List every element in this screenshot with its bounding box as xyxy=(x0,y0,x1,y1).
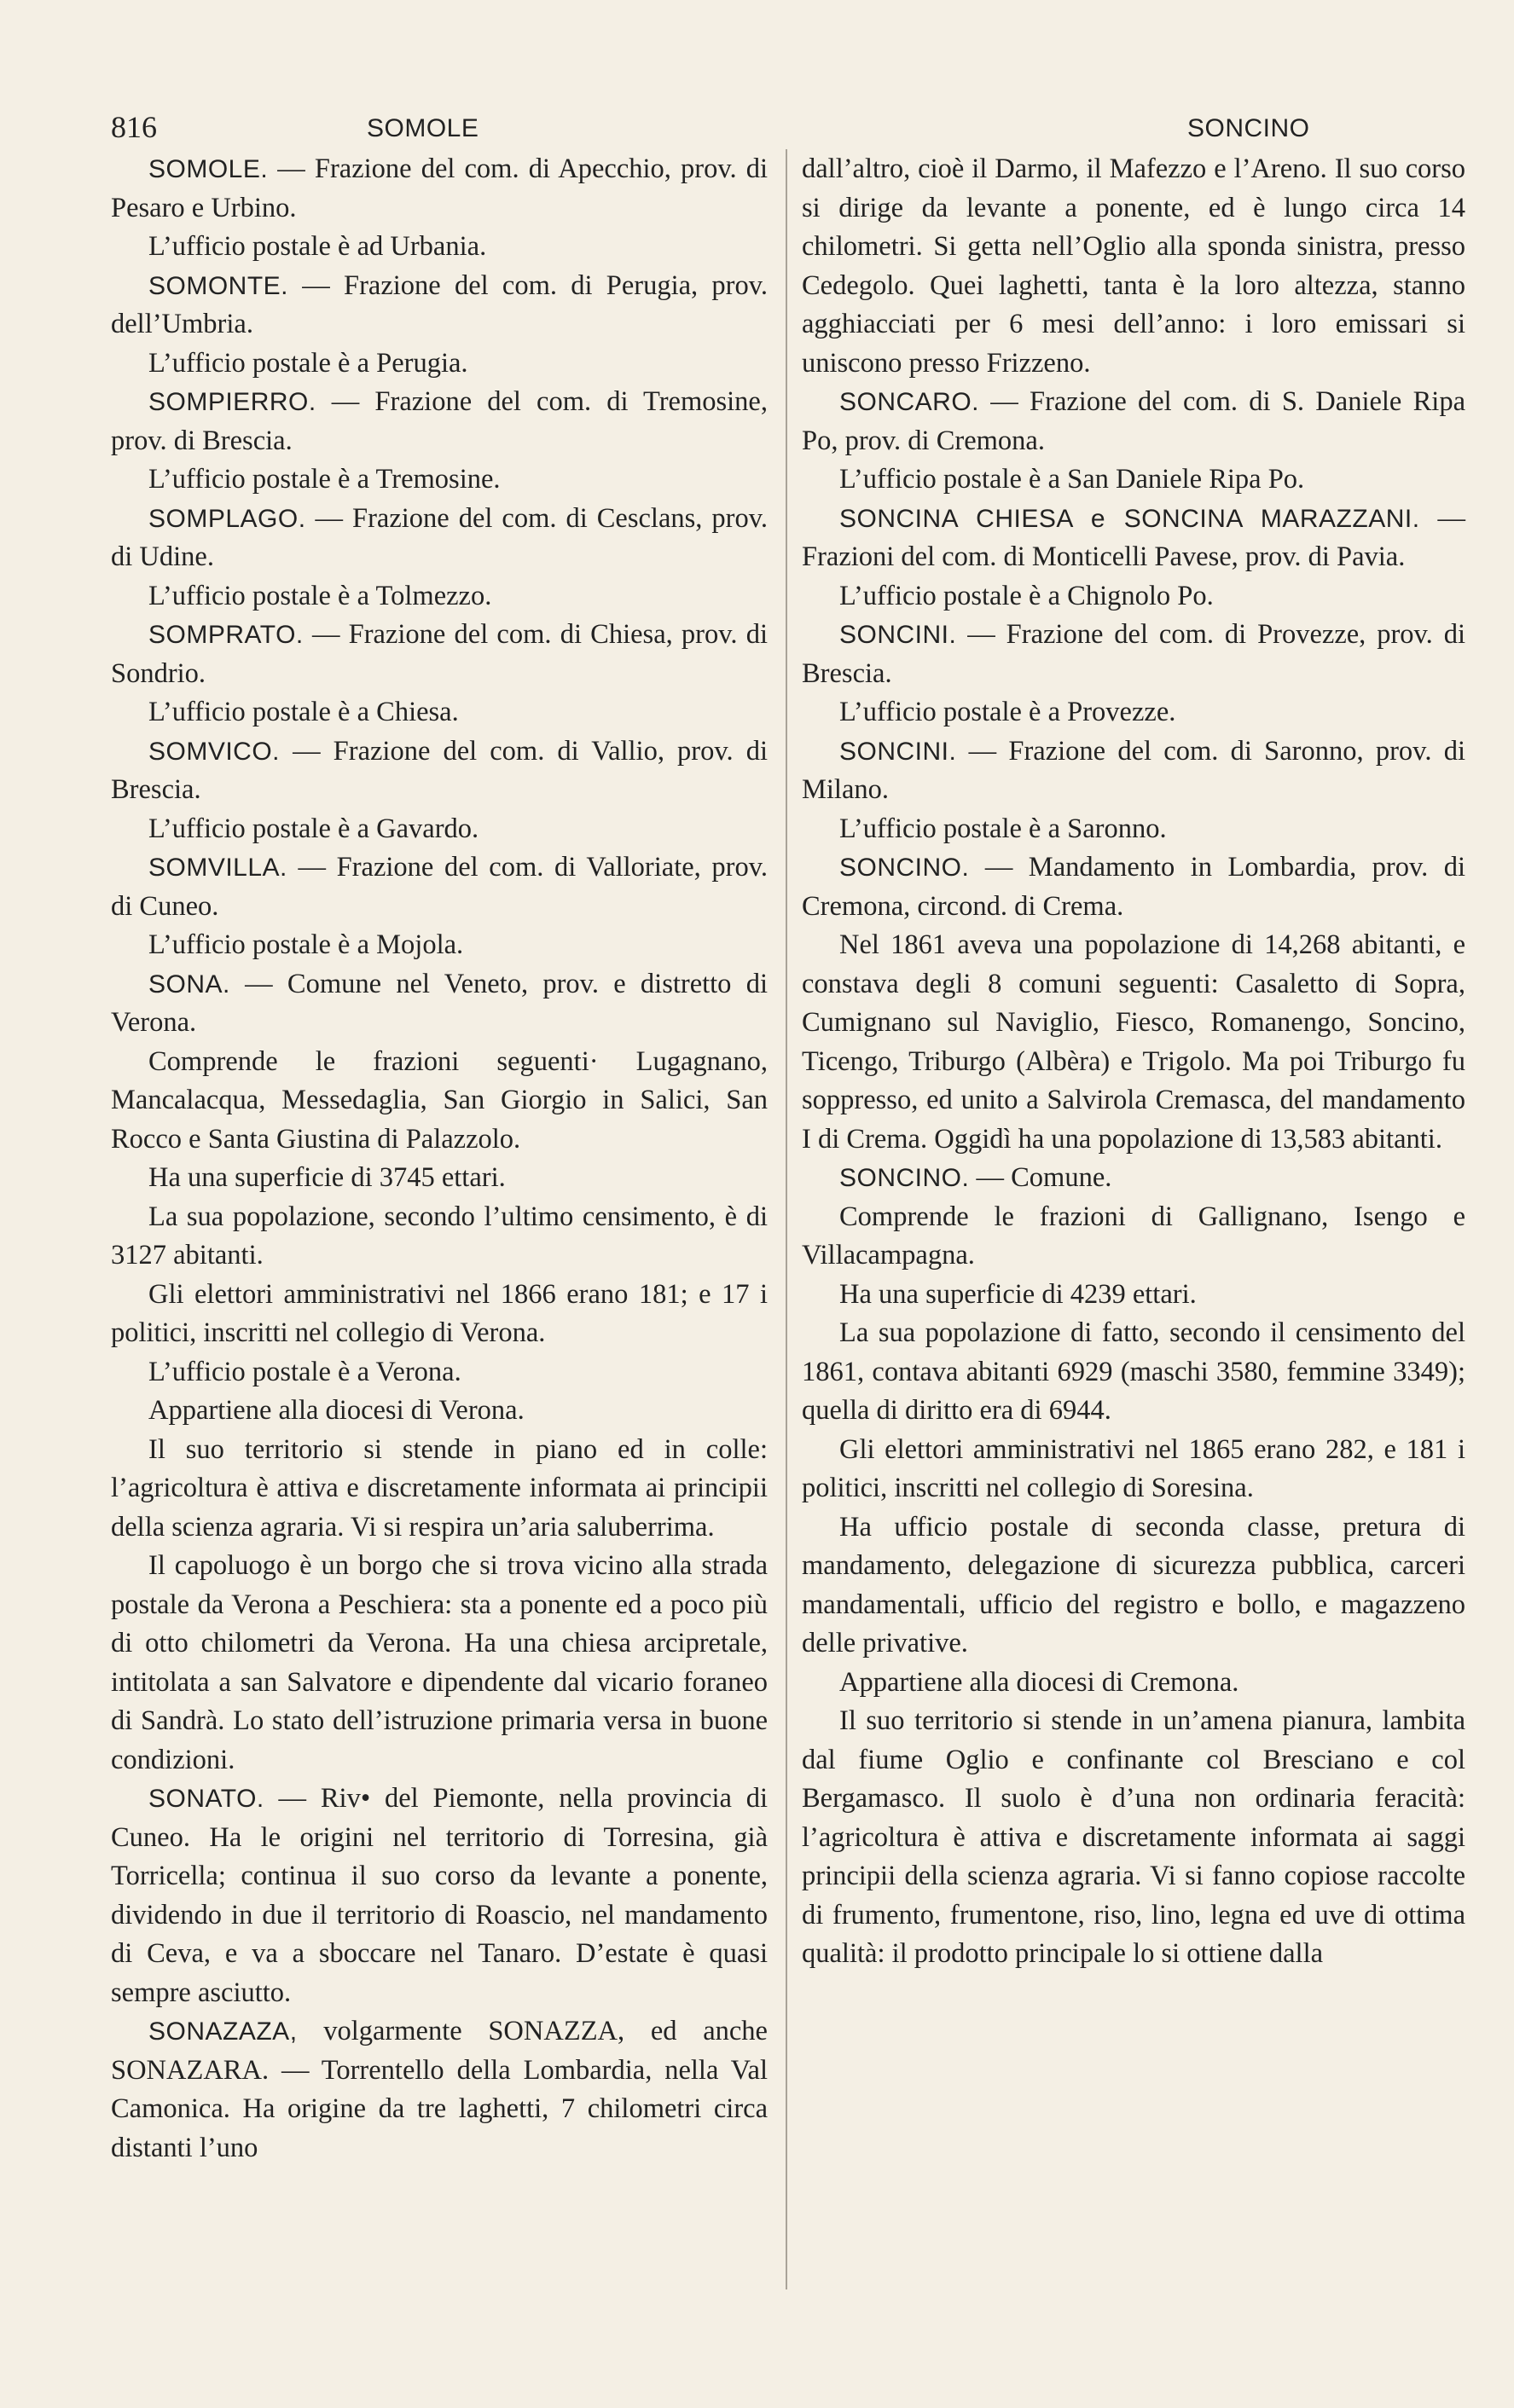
entry-text: L’ufficio postale è a Saronno. xyxy=(839,813,1167,844)
entry-headword: SOMVILLA. xyxy=(148,854,287,882)
entry-text: L’ufficio postale è a Tremosine. xyxy=(148,464,501,495)
entry-text: L’ufficio postale è a Mojola. xyxy=(148,929,464,960)
entry-text: Gli elettori amministrativi nel 1866 erano 181; e 17 i politici, inscritti nel collegio di Verona. xyxy=(111,1278,768,1348)
entry-headword: SOMPLAGO. xyxy=(148,504,306,533)
entry-text: — Frazioni del com. di Monticelli Pavese, prov. di Pavia. xyxy=(802,502,1466,572)
entry-paragraph xyxy=(802,1276,1465,1315)
entry-headword: SONCARO. xyxy=(839,388,980,416)
entry-paragraph xyxy=(802,150,1465,383)
entry-text: — Frazione del com. di Provezze, prov. di Brescia. xyxy=(802,619,1465,689)
entry-paragraph xyxy=(802,577,1465,616)
entry-paragraph xyxy=(802,810,1465,849)
entry-text: dall’altro, cioè il Darmo, il Mafezzo e l’Areno. Il suo corso si dirige da levante a ponente, ed è lungo circa 14 chilometri. Si getta nell’Oglio alla sponda sinistra, presso Cedegolo. Quei laghetti, tanta è la loro altezza, stanno agghiacciati per 6 mesi dell’anno: i loro emissari si uniscono presso Frizzeno. xyxy=(802,153,1465,379)
entry-headword: SONCINI. xyxy=(839,737,957,766)
entry-headword: SONATO. xyxy=(148,1785,264,1813)
dictionary-entry xyxy=(111,848,768,926)
entry-paragraph xyxy=(802,1508,1465,1664)
entry-text: — Comune. xyxy=(969,1162,1112,1193)
entry-text: L’ufficio postale è a Chignolo Po. xyxy=(839,580,1214,611)
entry-headword: SOMOLE. xyxy=(148,155,269,183)
running-header xyxy=(111,109,1467,147)
left-running-head: SOMOLE xyxy=(367,114,479,142)
entry-paragraph xyxy=(111,460,768,500)
column-divider xyxy=(786,149,787,2289)
entry-text: Comprende le frazioni di Gallignano, Isengo e Villacampagna. xyxy=(802,1201,1465,1271)
entry-paragraph xyxy=(111,1159,768,1198)
entry-text: — Frazione del com. di Valloriate, prov. di Cuneo. xyxy=(111,852,768,922)
entry-text: Il suo territorio si stende in un’amena pianura, lambita dal fiume Oglio e confinante col Bresciano e col Bergamasco. Il suolo è d’una non ordinaria feracità: l’agricoltura è attiva e discretamente informata ai saggi principii della scienza agraria. Vi si fanno copiose raccolte di frumento, frumentone, riso, lino, legna ed uve di ottima qualità: il prodotto principale lo si ottiene dalla xyxy=(802,1705,1465,1969)
entry-text: — Frazione del com. di Vallio, prov. di Brescia. xyxy=(111,735,768,805)
entry-paragraph xyxy=(111,228,768,267)
entry-paragraph xyxy=(802,1702,1465,1974)
entry-text: Ha ufficio postale di seconda classe, pretura di mandamento, delegazione di sicurezza pubblica, carceri mandamentali, ufficio del registro e bollo, e magazzeno delle privative. xyxy=(802,1511,1465,1658)
entry-paragraph xyxy=(111,1392,768,1431)
entry-text: Appartiene alla diocesi di Verona. xyxy=(148,1395,525,1426)
entry-paragraph xyxy=(802,693,1465,732)
entry-text: — Frazione del com. di Chiesa, prov. di Sondrio. xyxy=(111,619,768,689)
dictionary-entry xyxy=(111,732,768,810)
dictionary-entry xyxy=(802,383,1465,460)
entry-paragraph xyxy=(111,1431,768,1548)
entry-text: Appartiene alla diocesi di Cremona. xyxy=(839,1666,1239,1698)
entry-text: La sua popolazione di fatto, secondo il censimento del 1861, contava abitanti 6929 (maschi 3580, femmine 3349); quella di diritto era di 6944. xyxy=(802,1317,1465,1426)
entry-paragraph xyxy=(111,1276,768,1353)
entry-headword: SONAZAZA, xyxy=(148,2017,298,2046)
dictionary-entry xyxy=(111,965,768,1043)
entry-paragraph xyxy=(802,1431,1465,1508)
dictionary-entry xyxy=(802,500,1465,577)
left-column xyxy=(111,150,768,2168)
entry-paragraph xyxy=(111,1043,768,1160)
right-column xyxy=(802,150,1465,1974)
dictionary-entry xyxy=(802,732,1465,810)
dictionary-entry xyxy=(111,616,768,693)
dictionary-entry xyxy=(111,150,768,228)
entry-text: — Mandamento in Lombardia, prov. di Cremona, circond. di Crema. xyxy=(802,852,1465,922)
entry-text: — Frazione del com. di Apecchio, prov. di Pesaro e Urbino. xyxy=(111,153,768,223)
dictionary-entry xyxy=(111,1780,768,2012)
dictionary-entry xyxy=(802,1159,1465,1198)
entry-text: Comprende le frazioni seguenti· Lugagnano, Mancalacqua, Messedaglia, San Giorgio in Salici, San Rocco e Santa Giustina di Palazzolo. xyxy=(111,1045,768,1155)
entry-headword: SONCINO. xyxy=(839,854,970,882)
entry-paragraph xyxy=(111,577,768,616)
dictionary-entry xyxy=(802,848,1465,926)
entry-paragraph xyxy=(802,1314,1465,1431)
entry-text: — Frazione del com. di Saronno, prov. di Milano. xyxy=(802,735,1465,805)
entry-headword: SONA. xyxy=(148,970,230,999)
entry-headword: SOMPIERRO. xyxy=(148,388,316,416)
entry-paragraph xyxy=(111,926,768,965)
entry-text: — Frazione del com. di Perugia, prov. dell’Umbria. xyxy=(111,269,768,339)
dictionary-entry xyxy=(111,383,768,460)
entry-text: L’ufficio postale è a Chiesa. xyxy=(148,697,459,727)
entry-text: L’ufficio postale è a Provezze. xyxy=(839,697,1176,727)
dictionary-entry xyxy=(111,500,768,577)
dictionary-entry xyxy=(802,616,1465,693)
entry-text: L’ufficio postale è a Verona. xyxy=(148,1356,461,1387)
entry-text: — Frazione del com. di S. Daniele Ripa Po, prov. di Cremona. xyxy=(802,386,1465,456)
entry-text: La sua popolazione, secondo l’ultimo censimento, è di 3127 abitanti. xyxy=(111,1201,768,1271)
entry-text: L’ufficio postale è ad Urbania. xyxy=(148,231,487,262)
entry-paragraph xyxy=(802,460,1465,500)
entry-paragraph xyxy=(111,1198,768,1276)
entry-text: — Frazione del com. di Tremosine, prov. di Brescia. xyxy=(111,386,768,456)
entry-text: Il capoluogo è un borgo che si trova vicino alla strada postale da Verona a Peschiera: sta a ponente ed a poco più di otto chilometri da Verona. Ha una chiesa arcipretale, intitolata a san Salvatore e dipendente dal vicario foraneo di Sandrà. Lo stato dell’istruzione primaria versa in buone condizioni. xyxy=(111,1550,768,1775)
entry-text: L’ufficio postale è a Gavardo. xyxy=(148,813,479,844)
entry-paragraph xyxy=(802,1198,1465,1276)
entry-text: Ha una superficie di 3745 ettari. xyxy=(148,1162,506,1193)
dictionary-entry xyxy=(111,2012,768,2168)
entry-text: — Comune nel Veneto, prov. e distretto di Verona. xyxy=(111,968,768,1038)
entry-text: L’ufficio postale è a San Daniele Ripa Po. xyxy=(839,464,1305,495)
entry-text: — Riv• del Piemonte, nella provincia di Cuneo. Ha le origini nel territorio di Torresina, già Torricella; continua il suo corso da levante a ponente, dividendo in due il territorio di Roascio, nel mandamento di Ceva, e va a sboccare nel Tanaro. D’estate è quasi sempre asciutto. xyxy=(111,1783,768,2008)
entry-headword: SOMPRATO. xyxy=(148,621,304,649)
entry-text: L’ufficio postale è a Perugia. xyxy=(148,347,468,379)
entry-paragraph xyxy=(802,1664,1465,1703)
entry-headword: SOMONTE. xyxy=(148,271,289,300)
right-running-head: SONCINO xyxy=(1187,114,1310,142)
entry-text: Il suo territorio si stende in piano ed in colle: l’agricoltura è attiva e discretamente informata ai principii della scienza agraria. Vi si respira un’aria saluberrima. xyxy=(111,1433,768,1543)
page-number: 816 xyxy=(111,110,157,144)
entry-text: Gli elettori amministrativi nel 1865 erano 282, e 181 i politici, inscritti nel collegio di Soresina. xyxy=(802,1433,1465,1503)
entry-text: Ha una superficie di 4239 ettari. xyxy=(839,1278,1197,1310)
entry-paragraph xyxy=(111,1353,768,1392)
entry-headword: SONCINO. xyxy=(839,1164,970,1192)
entry-paragraph xyxy=(111,693,768,732)
entry-headword: SOMVICO. xyxy=(148,737,281,766)
entry-text: Nel 1861 aveva una popolazione di 14,268 abitanti, e constava degli 8 comuni seguenti: Casaletto di Sopra, Cumignano sul Naviglio, Fiesco, Romanengo, Soncino, Ticengo, Triburgo (Albèra) e Trigolo. Ma poi Triburgo fu soppresso, ed unito a Salvirola Cremasca, del mandamento I di Crema. Oggidì ha una popolazione di 13,583 abitanti. xyxy=(802,929,1465,1155)
entry-headword: SONCINI. xyxy=(839,621,957,649)
entry-text: — Frazione del com. di Cesclans, prov. di Udine. xyxy=(111,502,768,572)
entry-text: L’ufficio postale è a Tolmezzo. xyxy=(148,580,492,611)
entry-paragraph xyxy=(111,810,768,849)
dictionary-entry xyxy=(111,267,768,344)
entry-paragraph xyxy=(111,1547,768,1780)
entry-headword: SONCINA CHIESA e SONCINA MARAZZANI. xyxy=(839,504,1420,533)
entry-paragraph xyxy=(802,926,1465,1159)
entry-text: volgarmente SONAZZA, ed anche SONAZARA. — Torrentello della Lombardia, nella Val Camonica. Ha origine da tre laghetti, 7 chilometri circa distanti l’uno xyxy=(111,2016,768,2163)
entry-paragraph xyxy=(111,344,768,384)
